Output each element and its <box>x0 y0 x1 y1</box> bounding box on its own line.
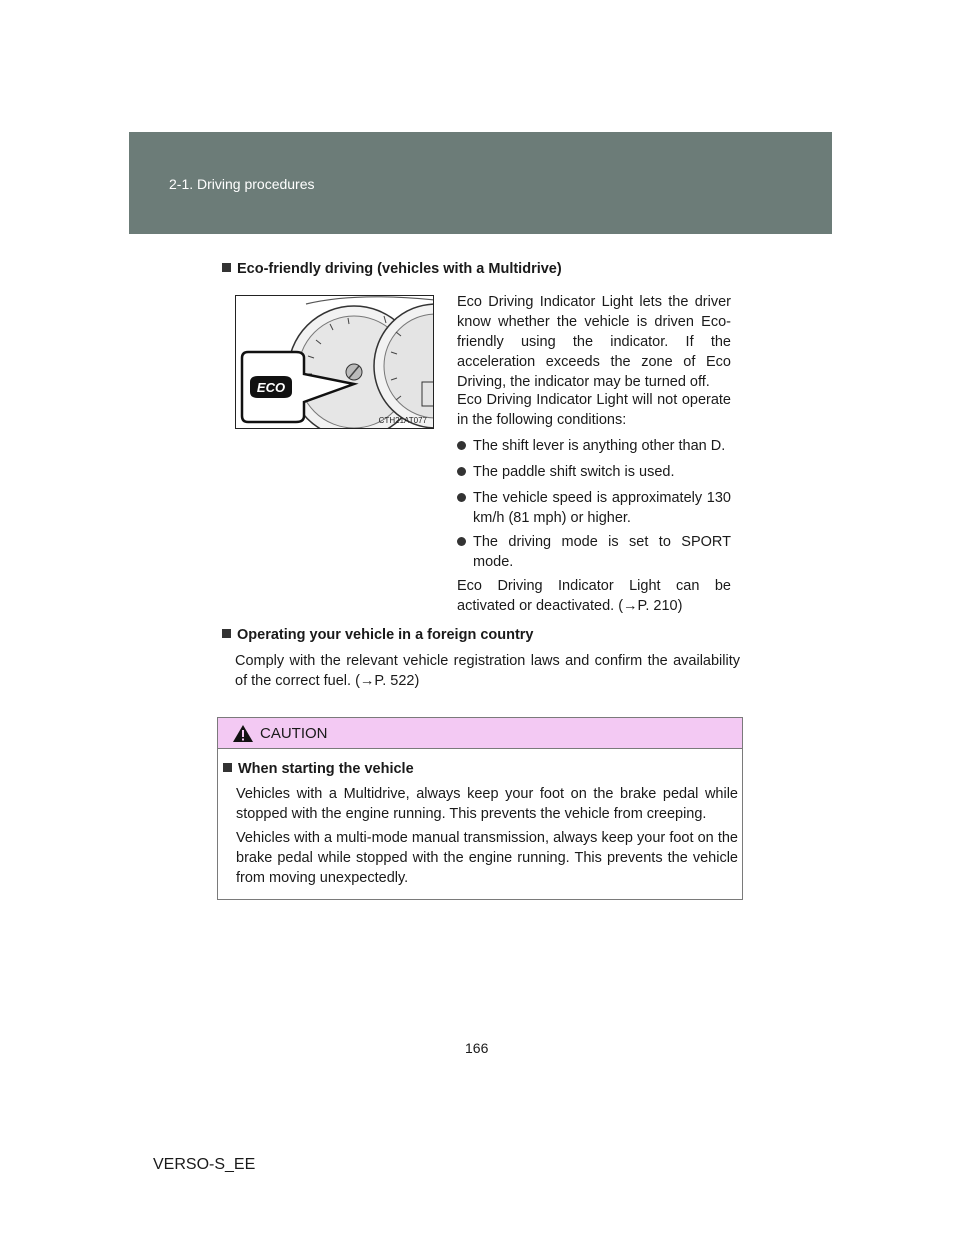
eco-bullet-text: The vehicle speed is approximately 130 km/h (81 mph) or higher. <box>473 490 731 526</box>
eco-heading <box>222 261 562 277</box>
caution-paragraph-2: Vehicles with a multi-mode manual transmission, always keep your foot on the brake pedal while stopped with the engine running. This prevents the vehicle from moving unexpectedly. <box>236 830 738 886</box>
square-bullet-icon <box>223 763 232 772</box>
square-bullet-icon <box>222 629 231 638</box>
document-footer-code: VERSO-S_EE <box>153 1156 256 1173</box>
foreign-paragraph: Comply with the relevant vehicle registration laws and confirm the availability of the correct fuel. (→P. 522) <box>235 653 740 689</box>
eco-bullet-text: The shift lever is anything other than D. <box>473 438 726 454</box>
eco-bullet <box>457 488 731 528</box>
caution-heading-text: When starting the vehicle <box>238 761 414 777</box>
bullet-dot-icon <box>457 441 466 450</box>
instrument-cluster-illustration <box>236 296 434 429</box>
section-header-bar <box>129 132 832 234</box>
page-number: 166 <box>465 1040 489 1056</box>
caution-heading <box>223 761 414 777</box>
warning-triangle-icon <box>232 724 254 743</box>
caution-title: CAUTION <box>260 725 328 742</box>
figure-code: CTH21AT077 <box>378 416 427 425</box>
caution-paragraph-1: Vehicles with a Multidrive, always keep your foot on the brake pedal while stopped with the engine running. This prevents the vehicle from creeping. <box>236 786 738 822</box>
eco-indicator-label: ECO <box>256 380 286 395</box>
foreign-heading <box>222 627 534 643</box>
eco-bullet-text: The driving mode is set to SPORT mode. <box>473 534 731 570</box>
section-title: 2-1. Driving procedures <box>169 176 315 192</box>
caution-header <box>218 718 742 749</box>
eco-paragraph-1: Eco Driving Indicator Light lets the driver know whether the vehicle is driven Eco-friendly using the indicator. If the acceleration exceeds the zone of Eco Driving, the indicator may be turned off. <box>457 294 731 390</box>
eco-bullet <box>457 436 731 456</box>
eco-heading-text: Eco-friendly driving (vehicles with a Multidrive) <box>237 261 562 277</box>
eco-bullet-text: The paddle shift switch is used. <box>473 464 675 480</box>
foreign-heading-text: Operating your vehicle in a foreign country <box>237 627 534 643</box>
square-bullet-icon <box>222 263 231 272</box>
bullet-dot-icon <box>457 537 466 546</box>
eco-paragraph-2: Eco Driving Indicator Light will not operate in the following conditions: <box>457 392 731 428</box>
eco-paragraph-3: Eco Driving Indicator Light can be activated or deactivated. (→P. 210) <box>457 578 731 614</box>
bullet-dot-icon <box>457 467 466 476</box>
eco-indicator-figure <box>235 295 434 429</box>
bullet-dot-icon <box>457 493 466 502</box>
eco-bullet <box>457 462 731 482</box>
caution-box <box>217 717 743 900</box>
eco-bullet <box>457 532 731 572</box>
